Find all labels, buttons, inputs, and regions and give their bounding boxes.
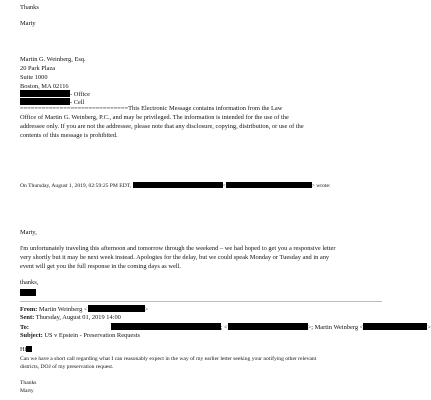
redaction-block — [20, 90, 70, 97]
sent-line — [20, 314, 121, 322]
office-label: - Office — [70, 91, 90, 98]
top-thanks: Thanks — [20, 4, 39, 11]
quote-header-wrote: > wrote: — [311, 183, 331, 189]
redaction-block — [228, 323, 308, 330]
signature-city: Boston, MA 02116 — [20, 83, 69, 90]
from-label: From: — [20, 306, 38, 313]
from-close: > — [144, 306, 149, 313]
disclaimer-line: addressee only. If you are not the addressee, please note that any disclosure, copying, distribution, or use of the — [20, 123, 304, 130]
redaction-block — [20, 98, 70, 105]
original-thanks: Thanks — [20, 380, 37, 386]
disclaimer-line: ==============================This Electronic Message contains information from the Law — [20, 105, 283, 112]
reply-sender-line — [20, 289, 36, 298]
sent-label: Sent: — [20, 314, 35, 321]
to-label: To: — [20, 324, 29, 331]
reply-body-line: event will get you the full response in the coming days as well. — [20, 263, 181, 270]
to-separator: >; Martin Weinberg < — [307, 324, 364, 331]
original-greeting-line — [20, 346, 32, 354]
redaction-block — [111, 323, 221, 330]
reply-body-line: very shortly but it may be next week instead. Apologies for the delay, but we could speak Monday or Tuesday and in any — [20, 254, 330, 261]
to-separator: ; < — [220, 324, 228, 331]
redaction-block — [226, 182, 312, 188]
disclaimer-line: Office of Martin G. Weinberg, P.C., and may be privileged. The information is intended for the use of the — [20, 114, 289, 121]
quote-header — [20, 182, 331, 190]
original-sender: Marty — [20, 388, 34, 394]
signature-suite: Suite 1000 — [20, 74, 48, 81]
redaction-block — [88, 305, 145, 312]
to-close: > — [427, 324, 431, 331]
redaction-block — [363, 323, 427, 330]
cell-label: - Cell — [70, 99, 85, 106]
disclaimer-line: contents of this message is prohibited. — [20, 132, 118, 139]
to-line — [20, 323, 431, 332]
from-line — [20, 305, 148, 314]
reply-body-line: I'm unfortunately traveling this afternoon and tomorrow through the weekend – we had hoped to get you a responsive letter — [20, 245, 336, 252]
redaction-block — [133, 182, 223, 188]
quote-header-prefix: On Thursday, August 1, 2019, 02:59:25 PM EDT, — [20, 183, 132, 189]
quote-header-lt: < — [222, 183, 226, 189]
reply-greeting: Marty, — [20, 229, 37, 236]
sent-value: Thursday, August 01, 2019 14:00 — [35, 314, 121, 321]
top-sender: Marty — [20, 20, 36, 27]
reply-signoff: thanks, — [20, 279, 39, 286]
original-greeting: Hi — [20, 346, 27, 353]
original-body-line: Can we have a short call regarding what I can reasonably expect in the way of my earlier letter seeking your notifying other relevant — [20, 356, 317, 362]
redaction-block — [26, 346, 32, 352]
signature-name: Martin G. Weinberg, Esq. — [20, 56, 86, 63]
subject-line — [20, 332, 140, 340]
subject-label: Subject: — [20, 332, 43, 339]
signature-street: 20 Park Plaza — [20, 65, 56, 72]
message-separator — [20, 301, 382, 302]
original-body-line: districts, DOJ of my preservation request. — [20, 364, 114, 370]
subject-value: US v Epstein - Preservation Requests — [44, 332, 141, 339]
redaction-block — [20, 289, 36, 296]
from-value: Martin Weinberg < — [38, 306, 88, 313]
